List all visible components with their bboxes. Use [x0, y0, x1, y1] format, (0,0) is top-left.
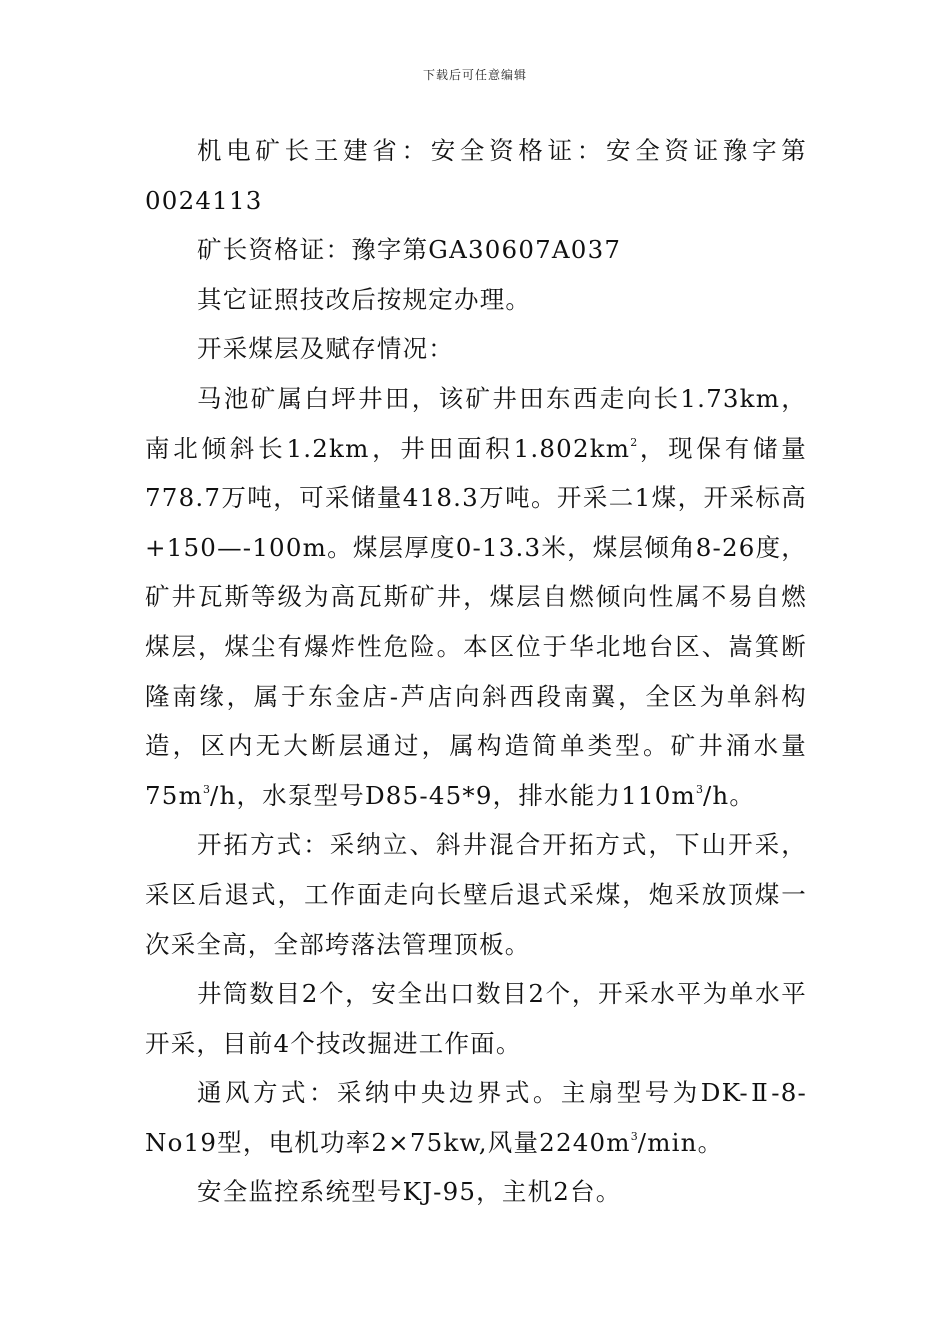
text-segment: ，现保有储量778.7万吨，可采储量418.3万吨。开采二1煤，开采标高+150—-100m。煤层厚度0-13.3米，煤层倾角8-26度，矿井瓦斯等级为高瓦斯矿井，煤层自燃倾向性属不易自燃煤层，煤尘有爆炸性危险。本区位于华北地台区、嵩箕断隆南缘，属于东金店-芦店向斜西段南翼，全区为单斜构造，区内无大断层通过，属构造简单类型。矿井涌水量75m: [145, 433, 807, 810]
document-body: [145, 126, 807, 1217]
paragraph-coal-seam-details: [145, 374, 807, 820]
paragraph-ventilation: [145, 1068, 807, 1167]
text-segment: /h。: [702, 780, 756, 810]
paragraph-shafts: 井筒数目2个，安全出口数目2个，开采水平为单水平开采，目前4个技改掘进工作面。: [145, 979, 807, 1058]
text-segment: 通风方式：采纳中央边界式。主扇型号为DK-Ⅱ-8-No19型，电机功率2×75kw,风量2240m: [145, 1078, 807, 1157]
paragraph-development-method: 开拓方式：采纳立、斜井混合开拓方式，下山开采，采区后退式，工作面走向长壁后退式采煤，炮采放顶煤一次采全高，全部垮落法管理顶板。: [145, 830, 807, 959]
text-segment: 马池矿属白坪井田，该矿井田东西走向长1.73km，南北倾斜长1.2km，井田面积1.802km: [145, 383, 807, 463]
text-segment: /h，水泵型号D85-45*9，排水能力110m: [210, 780, 696, 810]
page-header: 下载后可任意编辑: [422, 68, 527, 82]
superscript: 3: [630, 1129, 638, 1143]
superscript: 3: [203, 782, 211, 796]
superscript: 2: [630, 435, 638, 449]
text-segment: /min。: [637, 1127, 724, 1157]
paragraph-monitoring-system: 安全监控系统型号KJ-95，主机2台。: [197, 1177, 622, 1207]
paragraph-other-licenses: 其它证照技改后按规定办理。: [197, 284, 532, 314]
paragraph-coal-seam-heading: 开采煤层及赋存情况：: [197, 334, 454, 364]
paragraph-mine-manager: 机电矿长王建省：安全资格证：安全资证豫字第0024113: [145, 136, 807, 215]
superscript: 3: [695, 782, 703, 796]
paragraph-manager-certificate: 矿长资格证：豫字第GA30607A037: [197, 235, 622, 265]
